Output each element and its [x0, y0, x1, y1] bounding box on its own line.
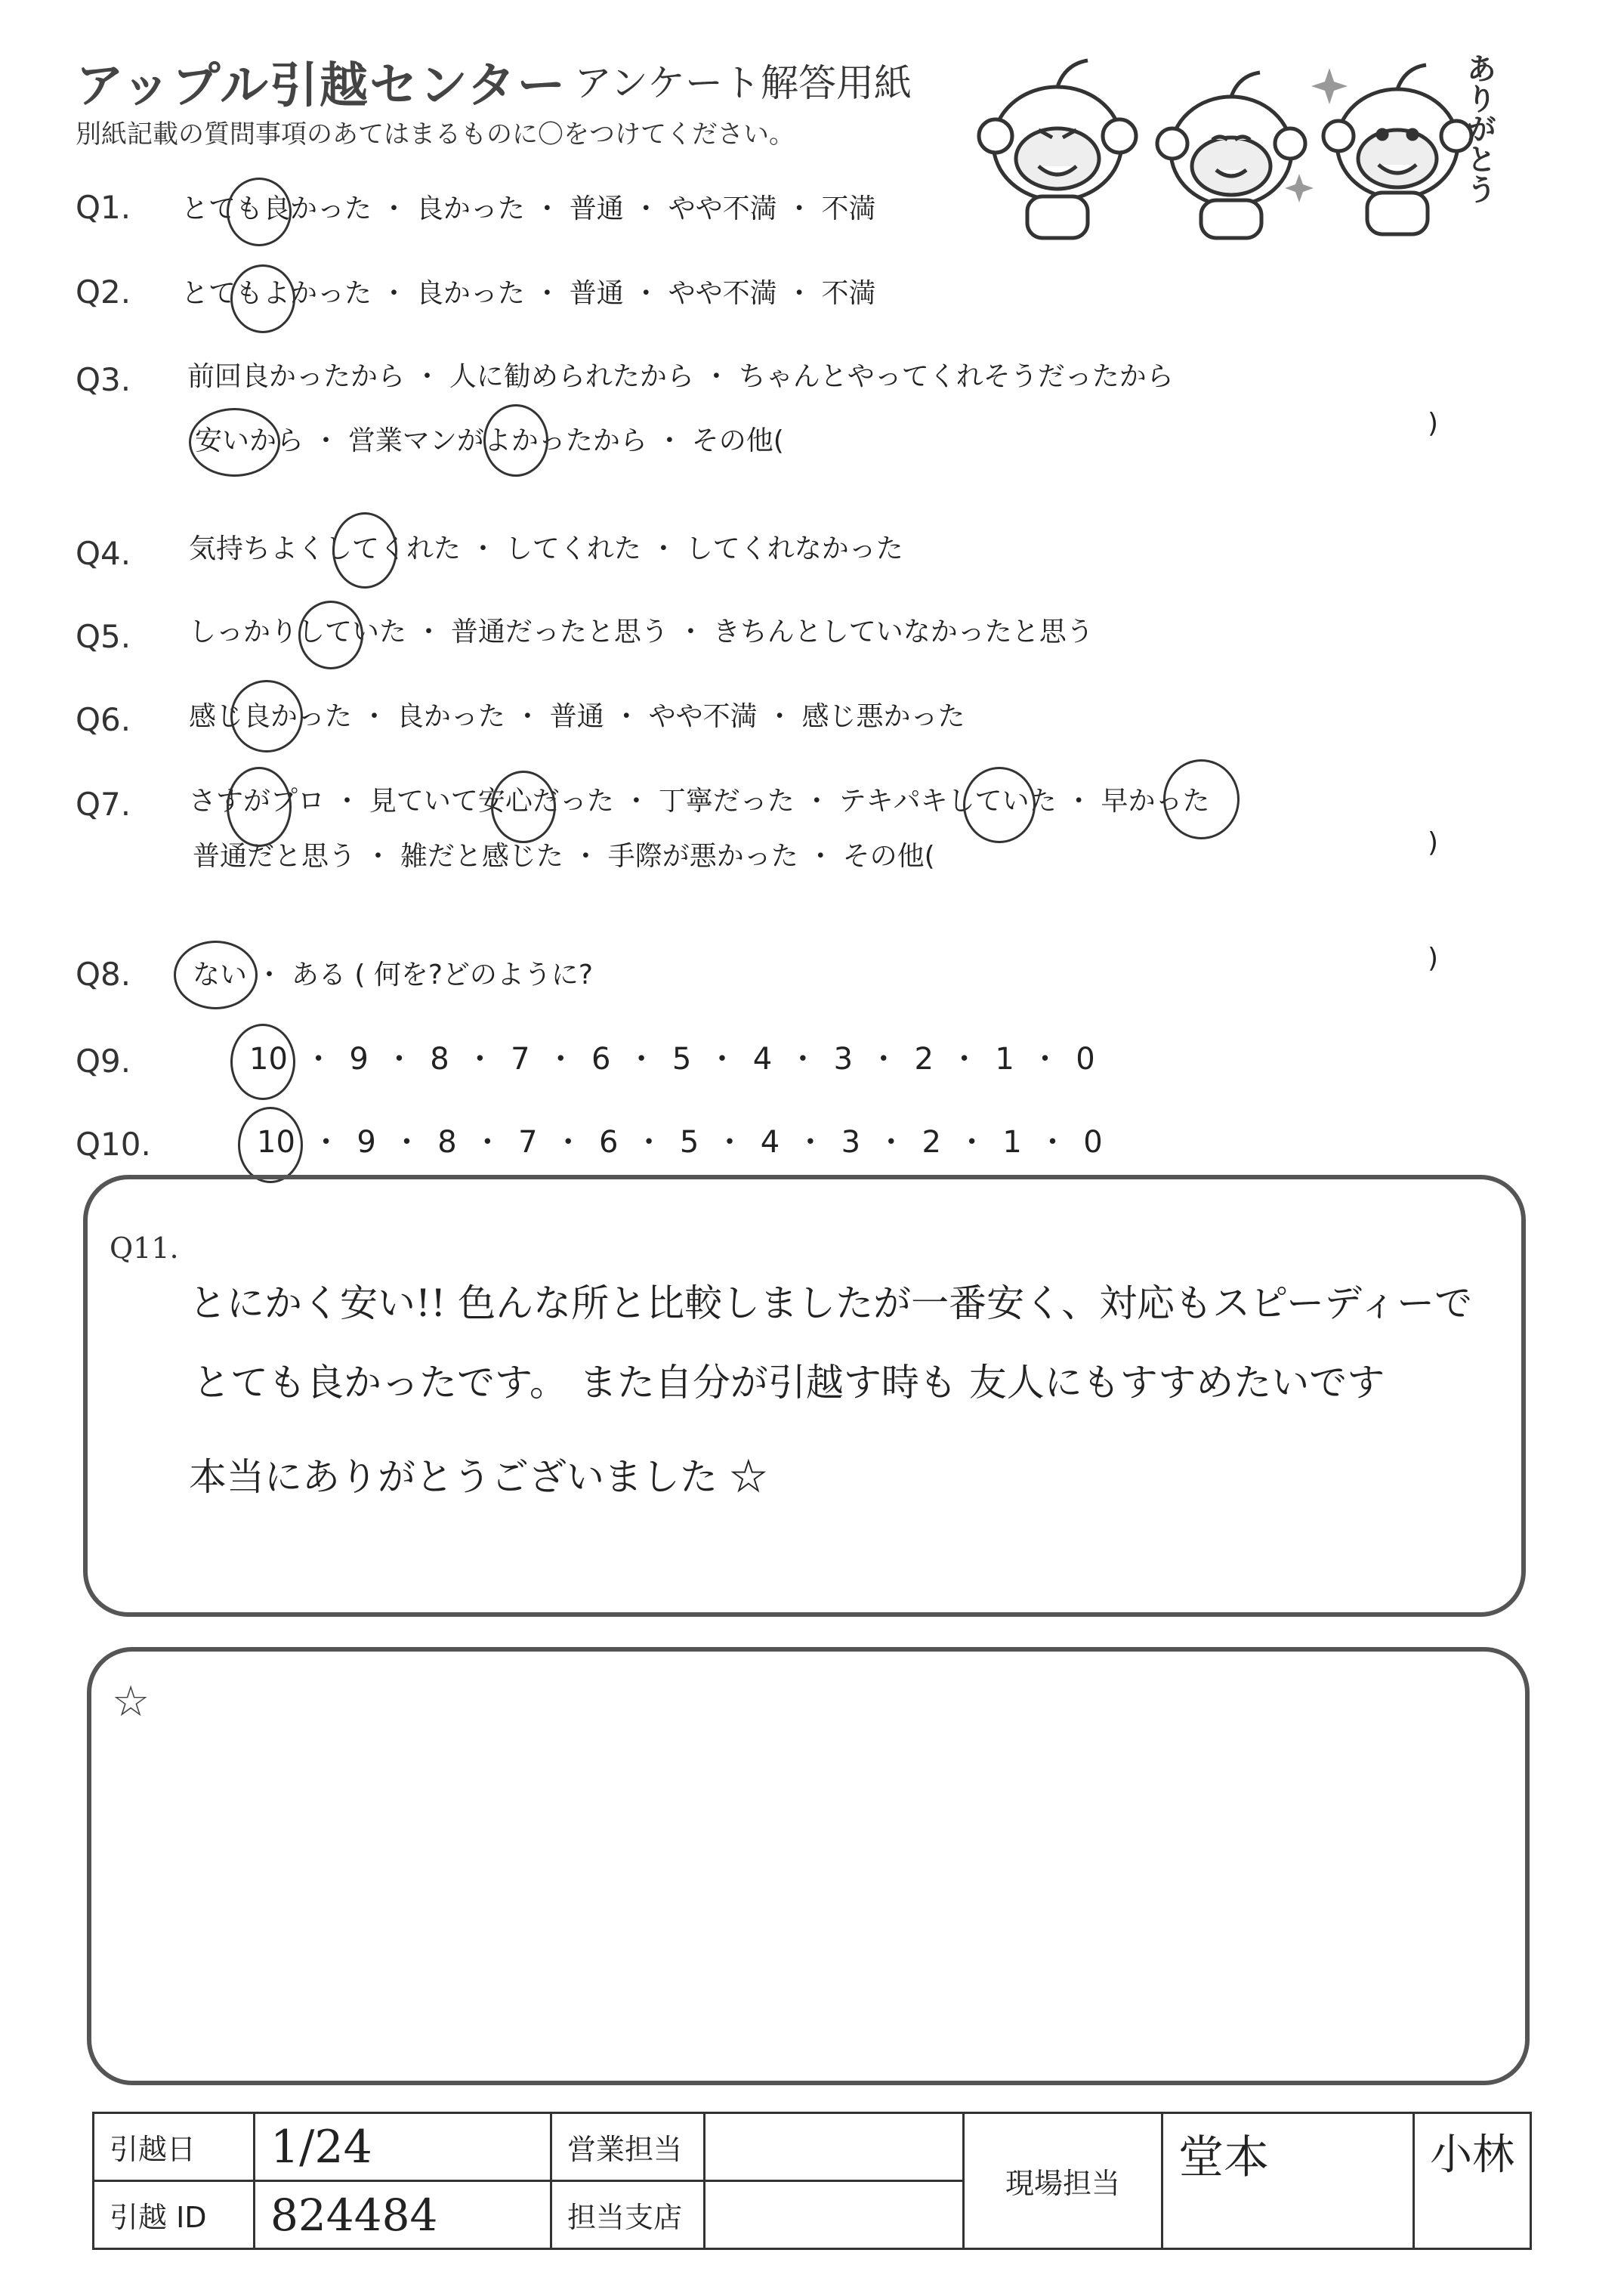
monkey-mascot-illustration — [974, 45, 1488, 242]
q3-answer-circle-2 — [483, 404, 548, 477]
q8-label: Q8. — [76, 956, 131, 993]
q9-answer-circle — [230, 1024, 295, 1100]
move-id-value: 824484 — [255, 2181, 551, 2249]
q4-answer-circle — [332, 512, 397, 589]
q11-comment-line2: とても良かったです。 また自分が引越す時も 友人にもすすめたいです — [193, 1361, 1385, 1405]
instruction-text: 別紙記載の質問事項のあてはまるものに〇をつけてください。 — [76, 119, 795, 150]
q7-answer-circle-4 — [1163, 759, 1240, 839]
q7-options-line1: さすがプロ ・ 見ていて安心だった ・ 丁寧だった ・ テキパキしていた ・ 早かった — [189, 786, 1210, 817]
branch-value — [705, 2181, 964, 2249]
company-title: アップル引越センター — [76, 58, 567, 114]
q10-answer-circle — [238, 1107, 303, 1183]
q8-answer-circle — [174, 941, 258, 1009]
q3-answer-circle-1 — [189, 408, 280, 477]
q10-scale: 10 ・ 9 ・ 8 ・ 7 ・ 6 ・ 5 ・ 4 ・ 3 ・ 2 ・ 1 ・ 0 — [257, 1125, 1103, 1160]
q2-answer-circle — [230, 264, 295, 333]
q8-options: ない ・ ある ( 何を?どのように? — [193, 960, 594, 990]
sales-value — [705, 2113, 964, 2181]
q11-comment-line1: とにかく安い!! 色んな所と比較しましたが一番安く、対応もスピーディーで — [189, 1281, 1473, 1325]
q7-close-paren: ) — [1428, 827, 1439, 858]
q5-options: しっかりしていた ・ 普通だったと思う ・ きちんとしていなかったと思う — [189, 617, 1094, 647]
star-comment-box — [87, 1647, 1530, 2085]
q5-label: Q5. — [76, 618, 131, 655]
q2-label: Q2. — [76, 273, 131, 311]
q3-close-paren: ) — [1428, 408, 1439, 439]
move-date-label: 引越日 — [94, 2113, 255, 2181]
q3-label: Q3. — [76, 361, 131, 398]
q10-label: Q10. — [76, 1126, 151, 1163]
q6-answer-circle — [230, 680, 303, 752]
q4-label: Q4. — [76, 535, 131, 572]
star-box-label: ☆ — [112, 1677, 150, 1726]
footer-info-table — [92, 2112, 1532, 2250]
q1-options: とても良かった ・ 良かった ・ 普通 ・ やや不満 ・ 不満 — [181, 193, 876, 224]
q3-options-line1: 前回良かったから ・ 人に勧められたから ・ ちゃんとやってくれそうだったから — [187, 361, 1174, 392]
q9-label: Q9. — [76, 1043, 131, 1080]
q4-options: 気持ちよくしてくれた ・ してくれた ・ してくれなかった — [189, 533, 903, 564]
form-subtitle: アンケート解答用紙 — [574, 61, 912, 105]
q5-answer-circle — [298, 601, 363, 669]
q7-label: Q7. — [76, 786, 131, 823]
branch-label: 担当支店 — [551, 2181, 705, 2249]
field-label: 現場担当 — [964, 2113, 1162, 2249]
q1-answer-circle — [227, 178, 292, 246]
field-staff-1: 堂本 — [1162, 2113, 1414, 2249]
thanks-text: ありがとう — [1462, 53, 1497, 204]
field-staff-2: 小林 — [1414, 2113, 1531, 2249]
q7-options-line2: 普通だと思う ・ 雑だと感じた ・ 手際が悪かった ・ その他( — [193, 841, 935, 872]
q8-close-paren: ) — [1428, 943, 1439, 974]
q3-options-line2: 安いから ・ 営業マンがよかったから ・ その他( — [195, 425, 784, 456]
q1-label: Q1. — [76, 189, 131, 226]
q6-label: Q6. — [76, 701, 131, 738]
q9-scale: 10 ・ 9 ・ 8 ・ 7 ・ 6 ・ 5 ・ 4 ・ 3 ・ 2 ・ 1 ・ 0 — [249, 1042, 1095, 1077]
q6-options: 感じ良かった ・ 良かった ・ 普通 ・ やや不満 ・ 感じ悪かった — [189, 701, 965, 732]
sales-label: 営業担当 — [551, 2113, 705, 2181]
q7-answer-circle-1 — [227, 767, 292, 847]
move-date-value: 1/24 — [255, 2113, 551, 2181]
q7-answer-circle-2 — [491, 771, 556, 843]
q2-options: とてもよかった ・ 良かった ・ 普通 ・ やや不満 ・ 不満 — [181, 278, 876, 309]
q7-answer-circle-3 — [963, 767, 1036, 843]
q11-comment-line3: 本当にありがとうございました ☆ — [189, 1455, 767, 1499]
q11-label: Q11. — [110, 1231, 179, 1265]
move-id-label: 引越 ID — [94, 2181, 255, 2249]
